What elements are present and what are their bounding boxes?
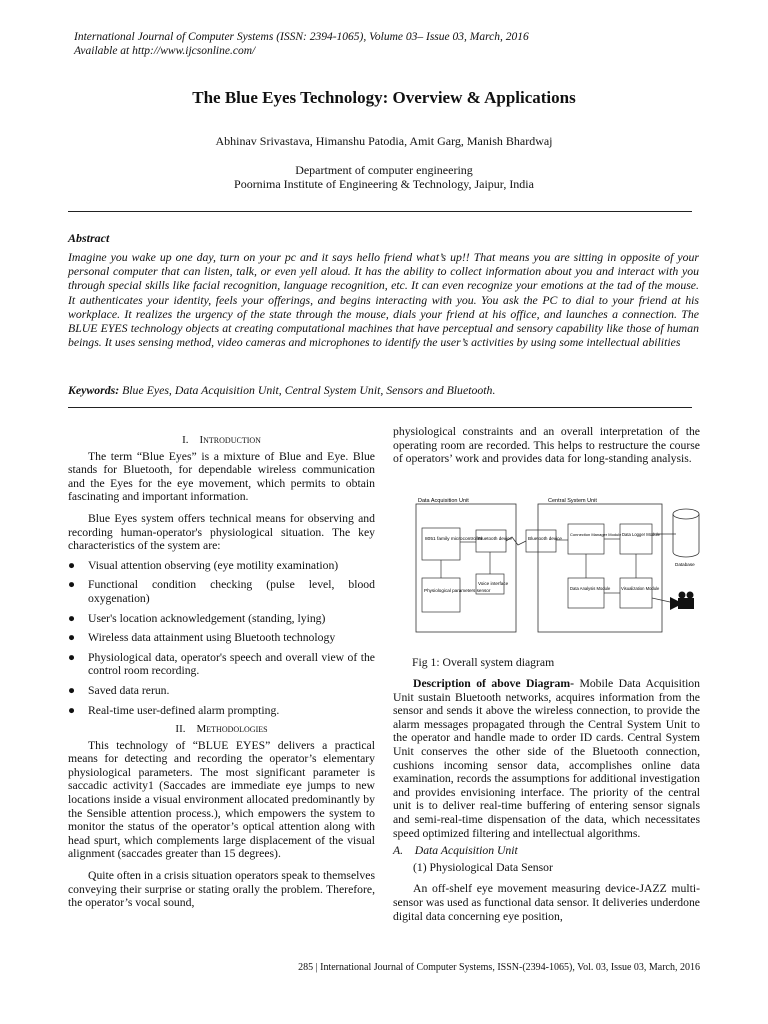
- left-column: [68, 434, 375, 910]
- sensor-paragraph: An off-shelf eye movement measuring device-JAZZ multi-sensor was used as functional data sensor. It deliveries underdone digital data concerning eye position,: [393, 882, 700, 923]
- sensor-box: [422, 578, 460, 612]
- abstract-divider: [68, 407, 692, 408]
- affiliation: [0, 163, 768, 191]
- bt1-label: Bluetooth device: [478, 536, 512, 541]
- csu-box: [538, 504, 662, 632]
- intro-paragraph-2: Blue Eyes system offers technical means for observing and recording human-operator's physiological situation. The key characteristics of the system are:: [68, 511, 375, 553]
- list-item: ● Visual attention observing (eye motility examination): [68, 558, 339, 572]
- dau-box: [416, 504, 516, 632]
- journal-citation: International Journal of Computer Systems (ISSN: 2394-1065), Volume 03– Issue 03, March, 2016: [74, 31, 529, 43]
- database-icon: [673, 509, 699, 519]
- voice-label: Voice interface: [478, 581, 509, 586]
- keywords: [68, 383, 495, 398]
- methodology-paragraph-2: Quite often in a crisis situation operators speak to themselves conveying their surprise or stating orally the problem. Therefore, the operator’s vocal sound,: [68, 869, 375, 910]
- right-column-bottom: [393, 677, 700, 923]
- right-paragraph-1: physiological constraints and an overall interpretation of the operating room are recorded. This helps to restructure the course of operators’ work and provides data for long-standing analysis.: [393, 425, 700, 466]
- viz-box: [620, 578, 652, 608]
- analysis-label: Data Analysis Module: [570, 586, 611, 591]
- subsection-heading: A. Data Acquisition Unit: [393, 844, 518, 858]
- figure-caption: Fig 1: Overall system diagram: [412, 656, 555, 669]
- abstract-text: Imagine you wake up one day, turn on your pc and it says hello friend what’s up!! That means you are sitting in opposite of your personal computer that can listen, talk, or even yell aloud. It has the ability to collect information about you and interact with you through special skills like facial recognition, language recognition, etc. It can even recognize your emotions at the tad of the mouse. It authenticates your identity, feels your offerings, and begins interacting with you. You ask the PC to dial to your friend at his workplace. It realizes the urgency of the state through the mouse, dials your friend at his office, and launches a connection. The BLUE EYES technology objects at creating computational machines that have perceptual and sensory capability like those of human beings. It uses sensing method, video cameras and microphones to identify the user’s activities by using some intellectual abilities: [68, 250, 699, 350]
- system-diagram: [414, 494, 700, 640]
- list-item: ● Wireless data attainment using Bluetooth technology: [68, 631, 336, 645]
- right-column-top: [393, 425, 700, 466]
- diagram-description: Description of above Diagram- Mobile Data Acquisition Unit sustain Bluetooth networks, acquires information from the sensor and sends it above the wireless connection, to provide the alarm messages propagated through the Central System Unit to the operator and handle made to order ID cards. Central System Unit conserves the other side of the Bluetooth connection, cushions incoming sensor data, accomplishes online data examination, records the assumptions for additional investigation and provides envisioning interface. The priority of the central unit is to deliver real-time buffering of entering sensor signals and semi-real-time dispensation of the data, which necessitates speed optimized filtering and intellectual algorithms.: [393, 677, 700, 840]
- logger-label: Data Logger Module: [622, 532, 660, 537]
- sub-subsection-heading: (1) Physiological Data Sensor: [413, 860, 553, 874]
- paper-title: The Blue Eyes Technology: Overview & Applications: [192, 88, 576, 107]
- conn-label: Connection Manager Module: [570, 532, 622, 537]
- keywords-label: Keywords:: [68, 383, 120, 397]
- journal-header: [74, 30, 529, 58]
- section-heading-methodologies: II. Methodologies: [175, 723, 268, 736]
- bt2-box: [526, 530, 556, 552]
- mcu-label: 8051 family microcontroller: [425, 537, 483, 542]
- list-item: ● Real-time user-defined alarm prompting.: [68, 703, 280, 717]
- methodology-paragraph-1: This technology of “BLUE EYES” delivers a practical means for detecting and recording the operator’s elementary physiological parameters. The most significant parameter is saccadic activity1 (Saccades are immediate eye jumps to new locations inside a visual environment allocated predominantly by the Sensible attention process.), which empowers the system to monitor the status of the operator’s optical attention along with head spurt, which complements large displacement of the visual alignment (saccades greater than 15 degrees).: [68, 738, 375, 861]
- feature-list: [68, 559, 375, 717]
- institution: Poornima Institute of Engineering & Technology, Jaipur, India: [234, 177, 534, 191]
- camera-icon: [670, 592, 694, 611]
- section-heading-introduction: I. Introduction: [182, 434, 261, 446]
- list-item: ● Saved data rerun.: [68, 683, 170, 697]
- list-item: ● Functional condition checking (pulse level, blood oxygenation): [68, 578, 375, 605]
- top-divider: [68, 211, 692, 212]
- page-footer: 285 | International Journal of Computer Systems, ISSN-(2394-1065), Vol. 03, Issue 03, March, 2016: [298, 962, 700, 973]
- department: Department of computer engineering: [295, 163, 473, 177]
- bt2-label: Bluetooth device: [528, 536, 562, 541]
- intro-paragraph-1: The term “Blue Eyes” is a mixture of Blue and Eye. Blue stands for Bluetooth, for dependable wireless communication and the Eyes for the eye movement, which permits to obtain fascinating and important information.: [68, 449, 375, 504]
- author-list: Abhinav Srivastava, Himanshu Patodia, Amit Garg, Manish Bhardwaj: [215, 134, 553, 148]
- db-label: Database: [675, 562, 695, 567]
- mcu-box: [422, 528, 460, 560]
- list-item: ● Physiological data, operator's speech and overall view of the control room recording.: [68, 650, 375, 678]
- keywords-text: Blue Eyes, Data Acquisition Unit, Central System Unit, Sensors and Bluetooth.: [122, 383, 496, 397]
- journal-url[interactable]: Available at http://www.ijcsonline.com/: [74, 45, 256, 57]
- viz-label: Visualization Module: [621, 586, 660, 591]
- conn-box: [568, 524, 604, 554]
- abstract-heading: Abstract: [68, 231, 110, 245]
- sensor-label: Physiological parameters sensor: [424, 588, 491, 593]
- logger-box: [620, 524, 652, 554]
- dau-label: Data Acquisition Unit: [418, 498, 469, 504]
- analysis-box: [568, 578, 604, 608]
- csu-label: Central System Unit: [548, 498, 597, 504]
- list-item: ● User's location acknowledgement (standing, lying): [68, 611, 326, 625]
